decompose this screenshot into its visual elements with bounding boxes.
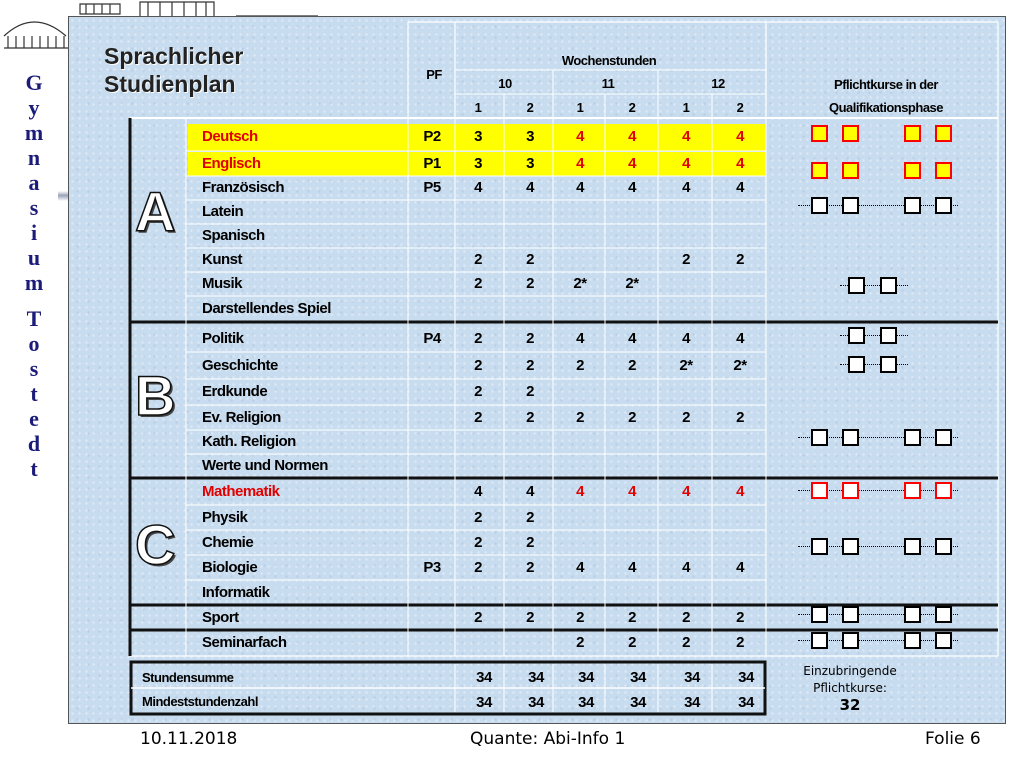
mindeststundenzahl-label: Mindeststundenzahl <box>142 694 258 709</box>
hours-cell: 4 <box>474 482 482 500</box>
stundensumme-label: Stundensumme <box>142 670 234 685</box>
pf-value: P1 <box>423 154 441 172</box>
subject-name: Physik <box>202 508 248 526</box>
semester-header: 1 <box>576 100 584 115</box>
hours-cell: 4 <box>576 558 584 576</box>
school-name-letter: G <box>25 70 43 95</box>
hours-cell: 3 <box>474 154 482 172</box>
hours-cell: 4 <box>628 179 636 196</box>
semester-header: 1 <box>682 100 690 115</box>
stundensumme-value: 34 <box>630 669 646 686</box>
wochenstunden-header: Wochenstunden <box>561 53 657 68</box>
pflichtkurs-box <box>935 632 952 649</box>
school-name-letter: m <box>24 120 44 145</box>
hours-cell: 2 <box>474 408 482 426</box>
subject-name: Mathematik <box>202 482 280 500</box>
hours-cell: 2 <box>736 608 744 626</box>
hours-cell: 3 <box>526 128 534 145</box>
school-name-letter: n <box>27 145 41 170</box>
hours-cell: 2 <box>526 329 534 347</box>
pflichtkurs-box <box>842 162 859 179</box>
pflichtkurs-box <box>935 538 952 555</box>
pflichtkurs-box <box>842 125 859 142</box>
pflichtkurs-box <box>904 162 921 179</box>
hours-cell: 4 <box>682 558 690 576</box>
school-name-letter: m <box>24 270 44 295</box>
hours-cell: 2 <box>628 608 636 626</box>
school-name-letter: o <box>28 331 40 356</box>
stundensumme-value: 34 <box>684 669 700 686</box>
hours-cell: 2 <box>474 383 482 400</box>
pflichtkurs-box <box>904 482 921 499</box>
hours-cell: 4 <box>682 128 690 145</box>
pflichtkurs-box <box>842 606 859 623</box>
footer-date: 10.11.2018 <box>140 729 238 749</box>
heading-line-1: Sprachlicher <box>104 43 244 69</box>
stundensumme-value: 34 <box>528 669 544 686</box>
einzubringende-line-1: Einzubringende <box>803 664 897 678</box>
hours-cell: 2 <box>526 408 534 426</box>
hours-cell: 2 <box>474 558 482 576</box>
hours-cell: 3 <box>474 128 482 145</box>
subject-name: Kath. Religion <box>202 433 296 450</box>
pf-value: P5 <box>423 179 441 196</box>
hours-cell: 2 <box>736 408 744 426</box>
pflichtkurs-box <box>904 538 921 555</box>
hours-cell: 2 <box>628 356 636 374</box>
einzubringende-count: 32 <box>839 696 861 714</box>
hours-cell: 4 <box>682 329 690 347</box>
hours-cell: 4 <box>576 329 584 347</box>
subject-name: Geschichte <box>202 356 278 374</box>
subject-name: Kunst <box>202 251 242 268</box>
hours-cell: 4 <box>628 558 636 576</box>
hours-cell: 4 <box>682 482 690 500</box>
hours-cell: 2 <box>736 634 744 651</box>
hours-cell: 2 <box>474 356 482 374</box>
pflichtkurs-box <box>935 197 952 214</box>
hours-cell: 2 <box>682 634 690 651</box>
group-c-label: C <box>135 513 176 576</box>
year-12-header: 12 <box>711 76 725 91</box>
hours-cell: 4 <box>628 128 636 145</box>
year-10-header: 10 <box>498 76 512 91</box>
hours-cell: 2* <box>573 275 587 292</box>
group-a-label: A <box>135 180 176 243</box>
pflichtkurs-box <box>904 125 921 142</box>
school-name-letter: a <box>28 170 40 195</box>
hours-cell: 2 <box>682 408 690 426</box>
hours-cell: 2 <box>526 275 534 292</box>
subject-name: Werte und Normen <box>202 457 328 474</box>
pf-value: P4 <box>423 329 441 347</box>
hours-cell: 2 <box>474 508 482 526</box>
subject-name: Latein <box>202 203 244 220</box>
footer-title: Quante: Abi-Info 1 <box>470 729 626 749</box>
hours-cell: 2 <box>474 329 482 347</box>
subject-name: Musik <box>202 275 243 292</box>
hours-cell: 2 <box>526 383 534 400</box>
subject-name: Informatik <box>202 583 270 601</box>
hours-cell: 4 <box>736 154 744 172</box>
pflichtkurs-box <box>811 632 828 649</box>
subject-name: Biologie <box>202 558 258 576</box>
hours-cell: 2 <box>576 408 584 426</box>
pflichtkurs-box <box>904 632 921 649</box>
pflichtkurs-box <box>842 538 859 555</box>
school-name-letter: i <box>30 220 38 245</box>
subject-name: Englisch <box>202 154 261 172</box>
subject-name: Spanisch <box>202 227 265 244</box>
pflichtkurs-box <box>811 606 828 623</box>
mindeststundenzahl-value: 34 <box>528 694 544 711</box>
school-name-letter: u <box>27 245 41 270</box>
school-name-letter: t <box>30 456 38 481</box>
hours-cell: 2 <box>474 251 482 268</box>
subject-name: Französisch <box>202 179 285 196</box>
hours-cell: 2 <box>682 608 690 626</box>
slide-heading <box>104 42 243 98</box>
hours-cell: 2 <box>526 356 534 374</box>
pflichtkurs-box <box>935 125 952 142</box>
pflichtkurs-box <box>842 197 859 214</box>
hours-cell: 4 <box>736 179 744 196</box>
pf-value: P2 <box>423 128 441 145</box>
heading-line-2: Studienplan <box>104 71 236 97</box>
mindeststundenzahl-value: 34 <box>578 694 594 711</box>
subject-name: Ev. Religion <box>202 408 281 426</box>
subject-name: Seminarfach <box>202 634 287 651</box>
mindeststundenzahl-value: 34 <box>630 694 646 711</box>
hours-cell: 4 <box>736 128 744 145</box>
pflichtkurs-box <box>904 606 921 623</box>
pf-value: P3 <box>423 558 441 576</box>
hours-cell: 4 <box>628 482 636 500</box>
hours-cell: 4 <box>576 128 584 145</box>
subject-name: Darstellendes Spiel <box>202 300 331 317</box>
year-11-header: 11 <box>601 76 615 91</box>
hours-cell: 2 <box>474 608 482 626</box>
pflichtkurs-box <box>842 632 859 649</box>
hours-cell: 2 <box>628 408 636 426</box>
hours-cell: 4 <box>736 558 744 576</box>
pflichtkurs-box <box>880 356 897 373</box>
school-name-letter: y <box>28 95 40 120</box>
pflichtkurs-box <box>880 277 897 294</box>
hours-cell: 4 <box>628 154 636 172</box>
hours-cell: 2 <box>526 533 534 551</box>
hours-cell: 4 <box>682 179 690 196</box>
school-name-letter: s <box>29 356 39 381</box>
pflichtkurse-header-line-2: Qualifikationsphase <box>828 100 944 115</box>
stundensumme-value: 34 <box>476 669 492 686</box>
hours-cell: 4 <box>736 329 744 347</box>
hours-cell: 3 <box>526 154 534 172</box>
hours-cell: 2* <box>625 275 639 292</box>
group-b-label: B <box>135 364 176 427</box>
school-name-letter: e <box>29 406 39 431</box>
hours-cell: 4 <box>526 482 534 500</box>
pflichtkurs-box <box>811 162 828 179</box>
subject-name: Chemie <box>202 533 254 551</box>
pflichtkurs-box <box>811 482 828 499</box>
footer-slide-number: Folie 6 <box>925 729 981 749</box>
subject-name: Deutsch <box>202 128 258 145</box>
pflichtkurs-box <box>880 327 897 344</box>
hours-cell: 2 <box>736 251 744 268</box>
hours-cell: 2 <box>474 533 482 551</box>
pflichtkurs-box <box>848 327 865 344</box>
pflichtkurs-box <box>811 125 828 142</box>
hours-cell: 2* <box>679 356 693 374</box>
hours-cell: 2 <box>628 634 636 651</box>
mindeststundenzahl-value: 34 <box>738 694 754 711</box>
hours-cell: 4 <box>736 482 744 500</box>
pflichtkurs-box <box>848 356 865 373</box>
mindeststundenzahl-value: 34 <box>684 694 700 711</box>
hours-cell: 4 <box>682 154 690 172</box>
semester-header: 2 <box>526 100 534 115</box>
hours-cell: 2 <box>526 558 534 576</box>
hours-cell: 2 <box>526 608 534 626</box>
pflichtkurs-box <box>842 482 859 499</box>
pflichtkurs-box <box>935 606 952 623</box>
hours-cell: 4 <box>628 329 636 347</box>
pflichtkurse-header-line-1: Pflichtkurse in der <box>834 77 938 92</box>
hours-cell: 2 <box>526 508 534 526</box>
school-name-letter: d <box>27 431 41 456</box>
hours-cell: 4 <box>576 154 584 172</box>
school-name-letter: s <box>29 195 39 220</box>
pflichtkurs-box <box>848 277 865 294</box>
subject-name: Politik <box>202 329 244 347</box>
pflichtkurs-box <box>935 429 952 446</box>
hours-cell: 4 <box>526 179 534 196</box>
mindeststundenzahl-value: 34 <box>476 694 492 711</box>
stundensumme-value: 34 <box>578 669 594 686</box>
semester-header: 1 <box>474 100 482 115</box>
subject-name: Sport <box>202 608 239 626</box>
school-name-letter: t <box>30 381 38 406</box>
einzubringende-line-2: Pflichtkurse: <box>813 681 887 695</box>
hours-cell: 4 <box>576 482 584 500</box>
stundensumme-value: 34 <box>738 669 754 686</box>
hours-cell: 4 <box>576 179 584 196</box>
hours-cell: 2 <box>576 608 584 626</box>
pflichtkurs-box <box>811 197 828 214</box>
pflichtkurs-box <box>904 197 921 214</box>
pflichtkurs-box <box>904 429 921 446</box>
hours-cell: 2 <box>526 251 534 268</box>
semester-header: 2 <box>736 100 744 115</box>
subject-name: Erdkunde <box>202 383 268 400</box>
semester-header: 2 <box>628 100 636 115</box>
hours-cell: 4 <box>474 179 482 196</box>
hours-cell: 2 <box>682 251 690 268</box>
school-name-letter: T <box>26 306 42 331</box>
hours-cell: 2 <box>576 356 584 374</box>
hours-cell: 2* <box>733 356 747 374</box>
pflichtkurs-box <box>935 482 952 499</box>
hours-cell: 2 <box>474 275 482 292</box>
einzubringende-pflichtkurse <box>770 663 930 714</box>
pf-header: PF <box>426 67 442 82</box>
pflichtkurs-box <box>811 538 828 555</box>
pflichtkurs-box <box>842 429 859 446</box>
pflichtkurs-box <box>935 162 952 179</box>
hours-cell: 2 <box>576 634 584 651</box>
pflichtkurs-box <box>811 429 828 446</box>
